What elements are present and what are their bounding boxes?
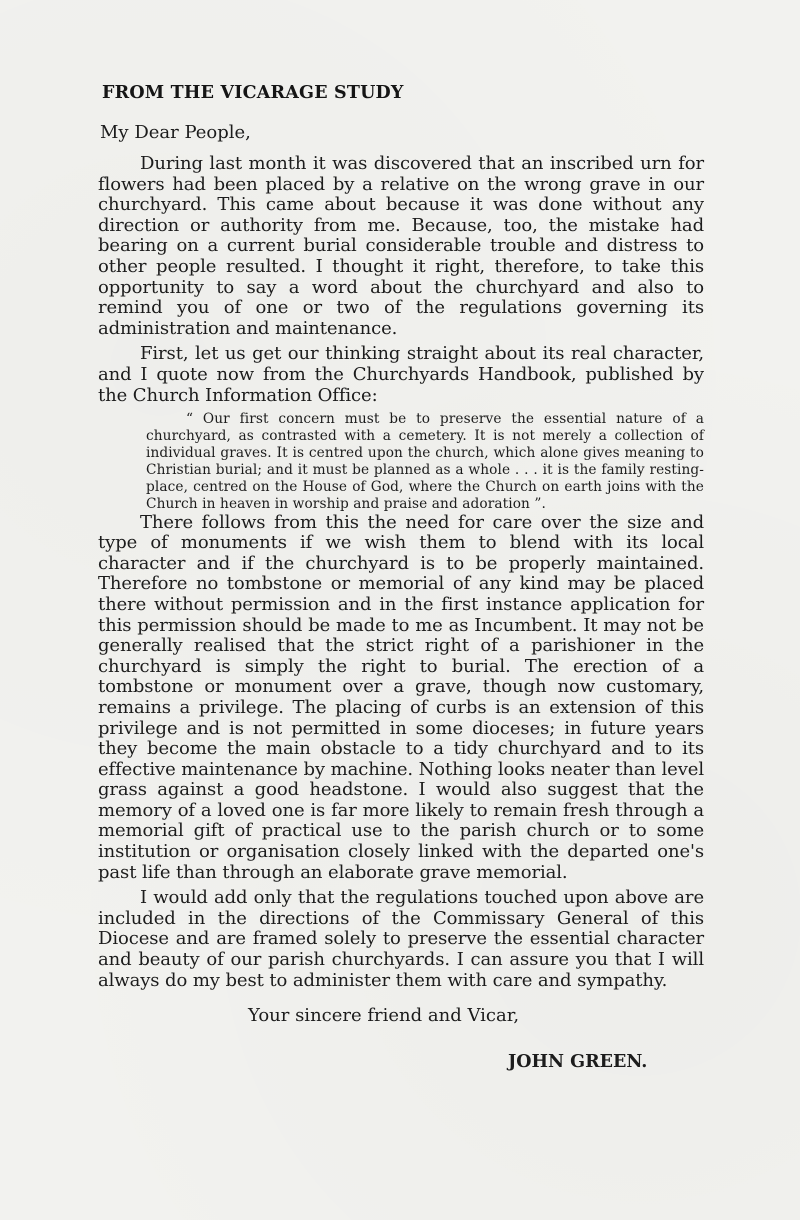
page-title: FROM THE VICARAGE STUDY xyxy=(102,83,404,103)
salutation: My Dear People, xyxy=(100,122,251,143)
block-quote: “ Our first concern must be to preserve the essential nature of a churchyard, as contrasted with a cemetery. It is not merely a collection of individual graves. It is centred upon the church, which alone gives meaning to Christian burial; and it must be planned as a whole . . . it is the family resting-place, centred on the House of God, where the Church on earth joins with the Church in heaven in worship and praise and adoration ”. xyxy=(146,411,704,512)
paragraph-1: During last month it was discovered that an inscribed urn for flowers had been placed by a relative on the wrong grave in our churchyard. This came about because it was done without any direction or authority from me. Because, too, the mistake had bearing on a current burial considerable trouble and distress to other people resulted. I thought it right, therefore, to take this opportunity to say a word about the churchyard and also to remind you of one or two of the regulations governing its administration and maintenance. xyxy=(98,153,704,339)
paragraph-3: There follows from this the need for care over the size and type of monuments if we wish them to blend with its local character and if the churchyard is to be properly maintained. Therefore no tombstone or memorial of any kind may be placed there without permission and in the first instance application for this permission should be made to me as Incumbent. It may not be generally realised that the strict right of a parishioner in the churchyard is simply the right to burial. The erection of a tombstone or monument over a grave, though now customary, remains a privilege. The placing of curbs is an extension of this privilege and is not permitted in some dioceses; in future years they become the main obstacle to a tidy churchyard and to its effective maintenance by machine. Nothing looks neater than level grass against a good headstone. I would also suggest that the memory of a loved one is far more likely to remain fresh through a memorial gift of practical use to the parish church or to some institution or organisation closely linked with the departed one's past life than through an elaborate grave memorial. xyxy=(98,511,704,883)
signature: JOHN GREEN. xyxy=(508,1052,648,1073)
closing-line: Your sincere friend and Vicar, xyxy=(248,1005,520,1027)
paragraph-2: First, let us get our thinking straight about its real character, and I quote now from the Churchyards Handbook, published by the Church Information Office: xyxy=(98,343,704,406)
paragraph-4: I would add only that the regulations touched upon above are included in the directions of the Commissary General of this Diocese and are framed solely to preserve the essential character and beauty of our parish churchyards. I can assure you that I will always do my best to administer them with care and sympathy. xyxy=(98,887,704,991)
letter-body xyxy=(98,76,704,1075)
